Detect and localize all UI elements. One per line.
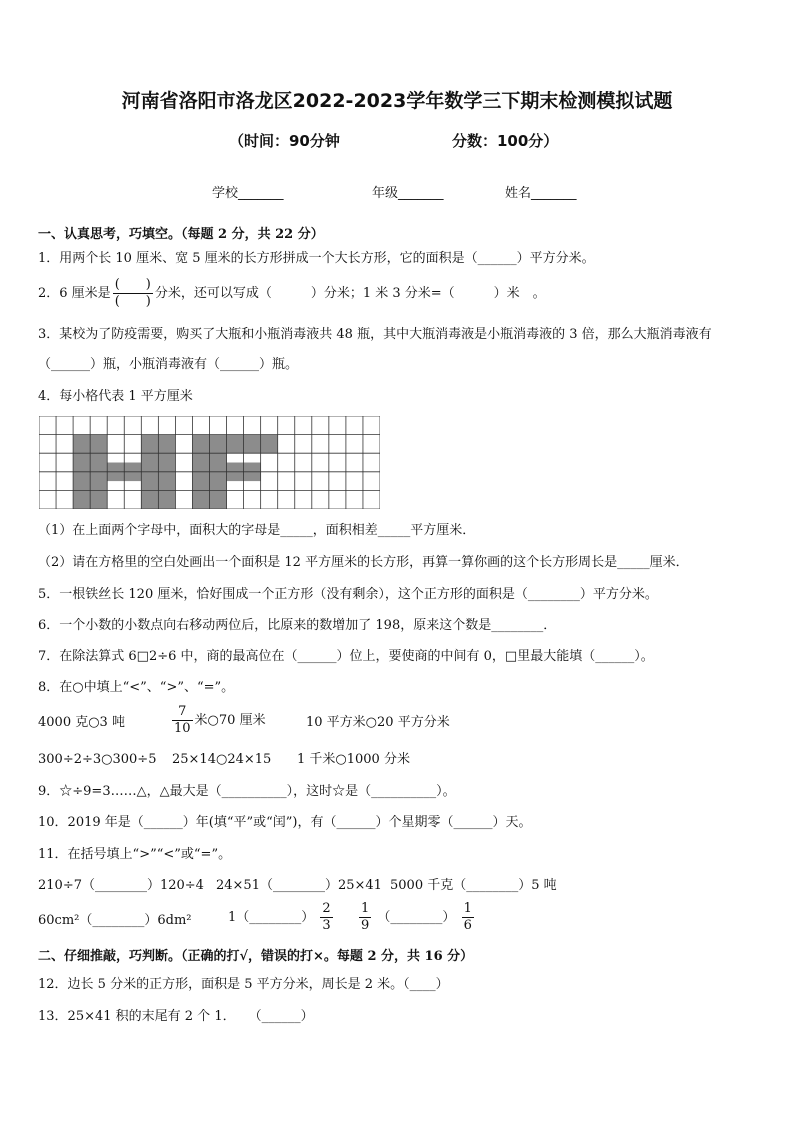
fraction-denominator: 10: [174, 721, 191, 736]
fraction-numerator: 2: [322, 901, 331, 916]
question-4: 4．每小格代表 1 平方厘米: [38, 389, 193, 404]
fraction: [172, 704, 193, 737]
question-2: [38, 277, 546, 310]
fraction: [462, 901, 474, 934]
question-8-c: 10 平方米○20 平方分米: [306, 715, 450, 730]
question-11: 11．在括号填上“>”“<”或“=”。: [38, 847, 232, 862]
question-6: 6．一个小数的小数点向右移动两位后，比原来的数增加了 198，原来这个数是________．: [38, 618, 557, 633]
question-2-post: 分米，还可以写成（ ）分米；1 米 3 分米=（ ）米 。: [154, 286, 546, 301]
question-8-b-text: 米○70 厘米: [194, 713, 266, 728]
question-8-d: 300÷2÷3○300÷5: [38, 752, 157, 767]
question-11-e-text: 1（________）: [228, 910, 315, 925]
question-11-b: 24×51（________）25×41: [216, 878, 382, 893]
question-2-pre: 2．6 厘米是: [38, 286, 111, 301]
question-4-2: （2）请在方格里的空白处画出一个面积是 12 平方厘米的长方形，再算一算你画的这个长方形周长是_____厘米．: [38, 555, 689, 570]
grade-field[interactable]: 年级_______: [372, 186, 444, 201]
section1-heading: 一、认真思考，巧填空。（每题 2 分，共 22 分）: [38, 227, 324, 242]
grid-lines: [39, 416, 380, 509]
question-12: 12．边长 5 分米的正方形，面积是 5 平方分米，周长是 2 米。（____）: [38, 977, 449, 992]
school-field[interactable]: 学校_______: [212, 186, 284, 201]
question-11-e: [228, 901, 476, 934]
question-13: 13．25×41 积的末尾有 2 个 1． （______）: [38, 1009, 314, 1024]
fraction-denominator[interactable]: ( ): [114, 294, 151, 309]
fraction: [320, 901, 332, 934]
question-8: 8．在○中填上“<”、“>”、“=”。: [38, 680, 235, 695]
fraction-numerator: 1: [463, 901, 472, 916]
time-label: （时间：90分钟: [229, 132, 340, 150]
question-8-b: [170, 704, 266, 737]
question-8-a: 4000 克○3 吨: [38, 715, 125, 730]
fraction-denominator: 9: [360, 918, 370, 933]
fraction-numerator: 7: [172, 704, 193, 721]
question-3-line1: 3．某校为了防疫需要，购买了大瓶和小瓶消毒液共 48 瓶，其中大瓶消毒液是小瓶消毒液的 3 倍，那么大瓶消毒液有: [38, 327, 712, 342]
question-1: 1．用两个长 10 厘米、宽 5 厘米的长方形拼成一个大长方形，它的面积是（______）平方分米。: [38, 251, 595, 266]
fraction-denominator: 6: [463, 918, 472, 933]
letter-grid[interactable]: [39, 416, 380, 509]
question-11-a: 210÷7（________）120÷4: [38, 878, 204, 893]
fraction-numerator: 1: [360, 901, 370, 916]
question-5: 5．一根铁丝长 120 厘米，恰好围成一个正方形（没有剩余），这个正方形的面积是（________）平方分米。: [38, 587, 658, 602]
fraction: [359, 901, 371, 934]
fraction-numerator[interactable]: ( ): [114, 277, 151, 292]
name-field[interactable]: 姓名_______: [505, 186, 577, 201]
question-9: 9．☆÷9=3……△，△最大是（__________），这时☆是（__________）。: [38, 784, 456, 799]
fraction: [113, 277, 153, 310]
page-title: 河南省洛阳市洛龙区2022-2023学年数学三下期末检测模拟试题: [121, 90, 673, 112]
score-label: 分数：100分）: [452, 132, 559, 150]
question-11-c: 5000 千克（________）5 吨: [390, 878, 557, 893]
question-8-f: 1 千米○1000 分米: [297, 752, 410, 767]
fraction-denominator: 3: [322, 918, 331, 933]
question-7: 7．在除法算式 6□2÷6 中，商的最高位在（______）位上，要使商的中间有 0，□里最大能填（______）。: [38, 649, 654, 664]
question-3-line2: （______）瓶，小瓶消毒液有（______）瓶。: [38, 357, 299, 372]
question-8-e: 25×14○24×15: [172, 752, 272, 767]
section2-heading: 二、仔细推敲，巧判断。（正确的打√，错误的打×。每题 2 分，共 16 分）: [38, 949, 474, 964]
question-11-d: 60cm²（________）6dm²: [38, 913, 192, 928]
question-10: 10．2019 年是（______）年(填“平”或“闰”)，有（______）个星期零（______）天。: [38, 815, 532, 830]
question-4-1: （1）在上面两个字母中，面积大的字母是_____，面积相差_____平方厘米．: [38, 523, 476, 538]
question-11-f-text: （________）: [377, 910, 456, 925]
